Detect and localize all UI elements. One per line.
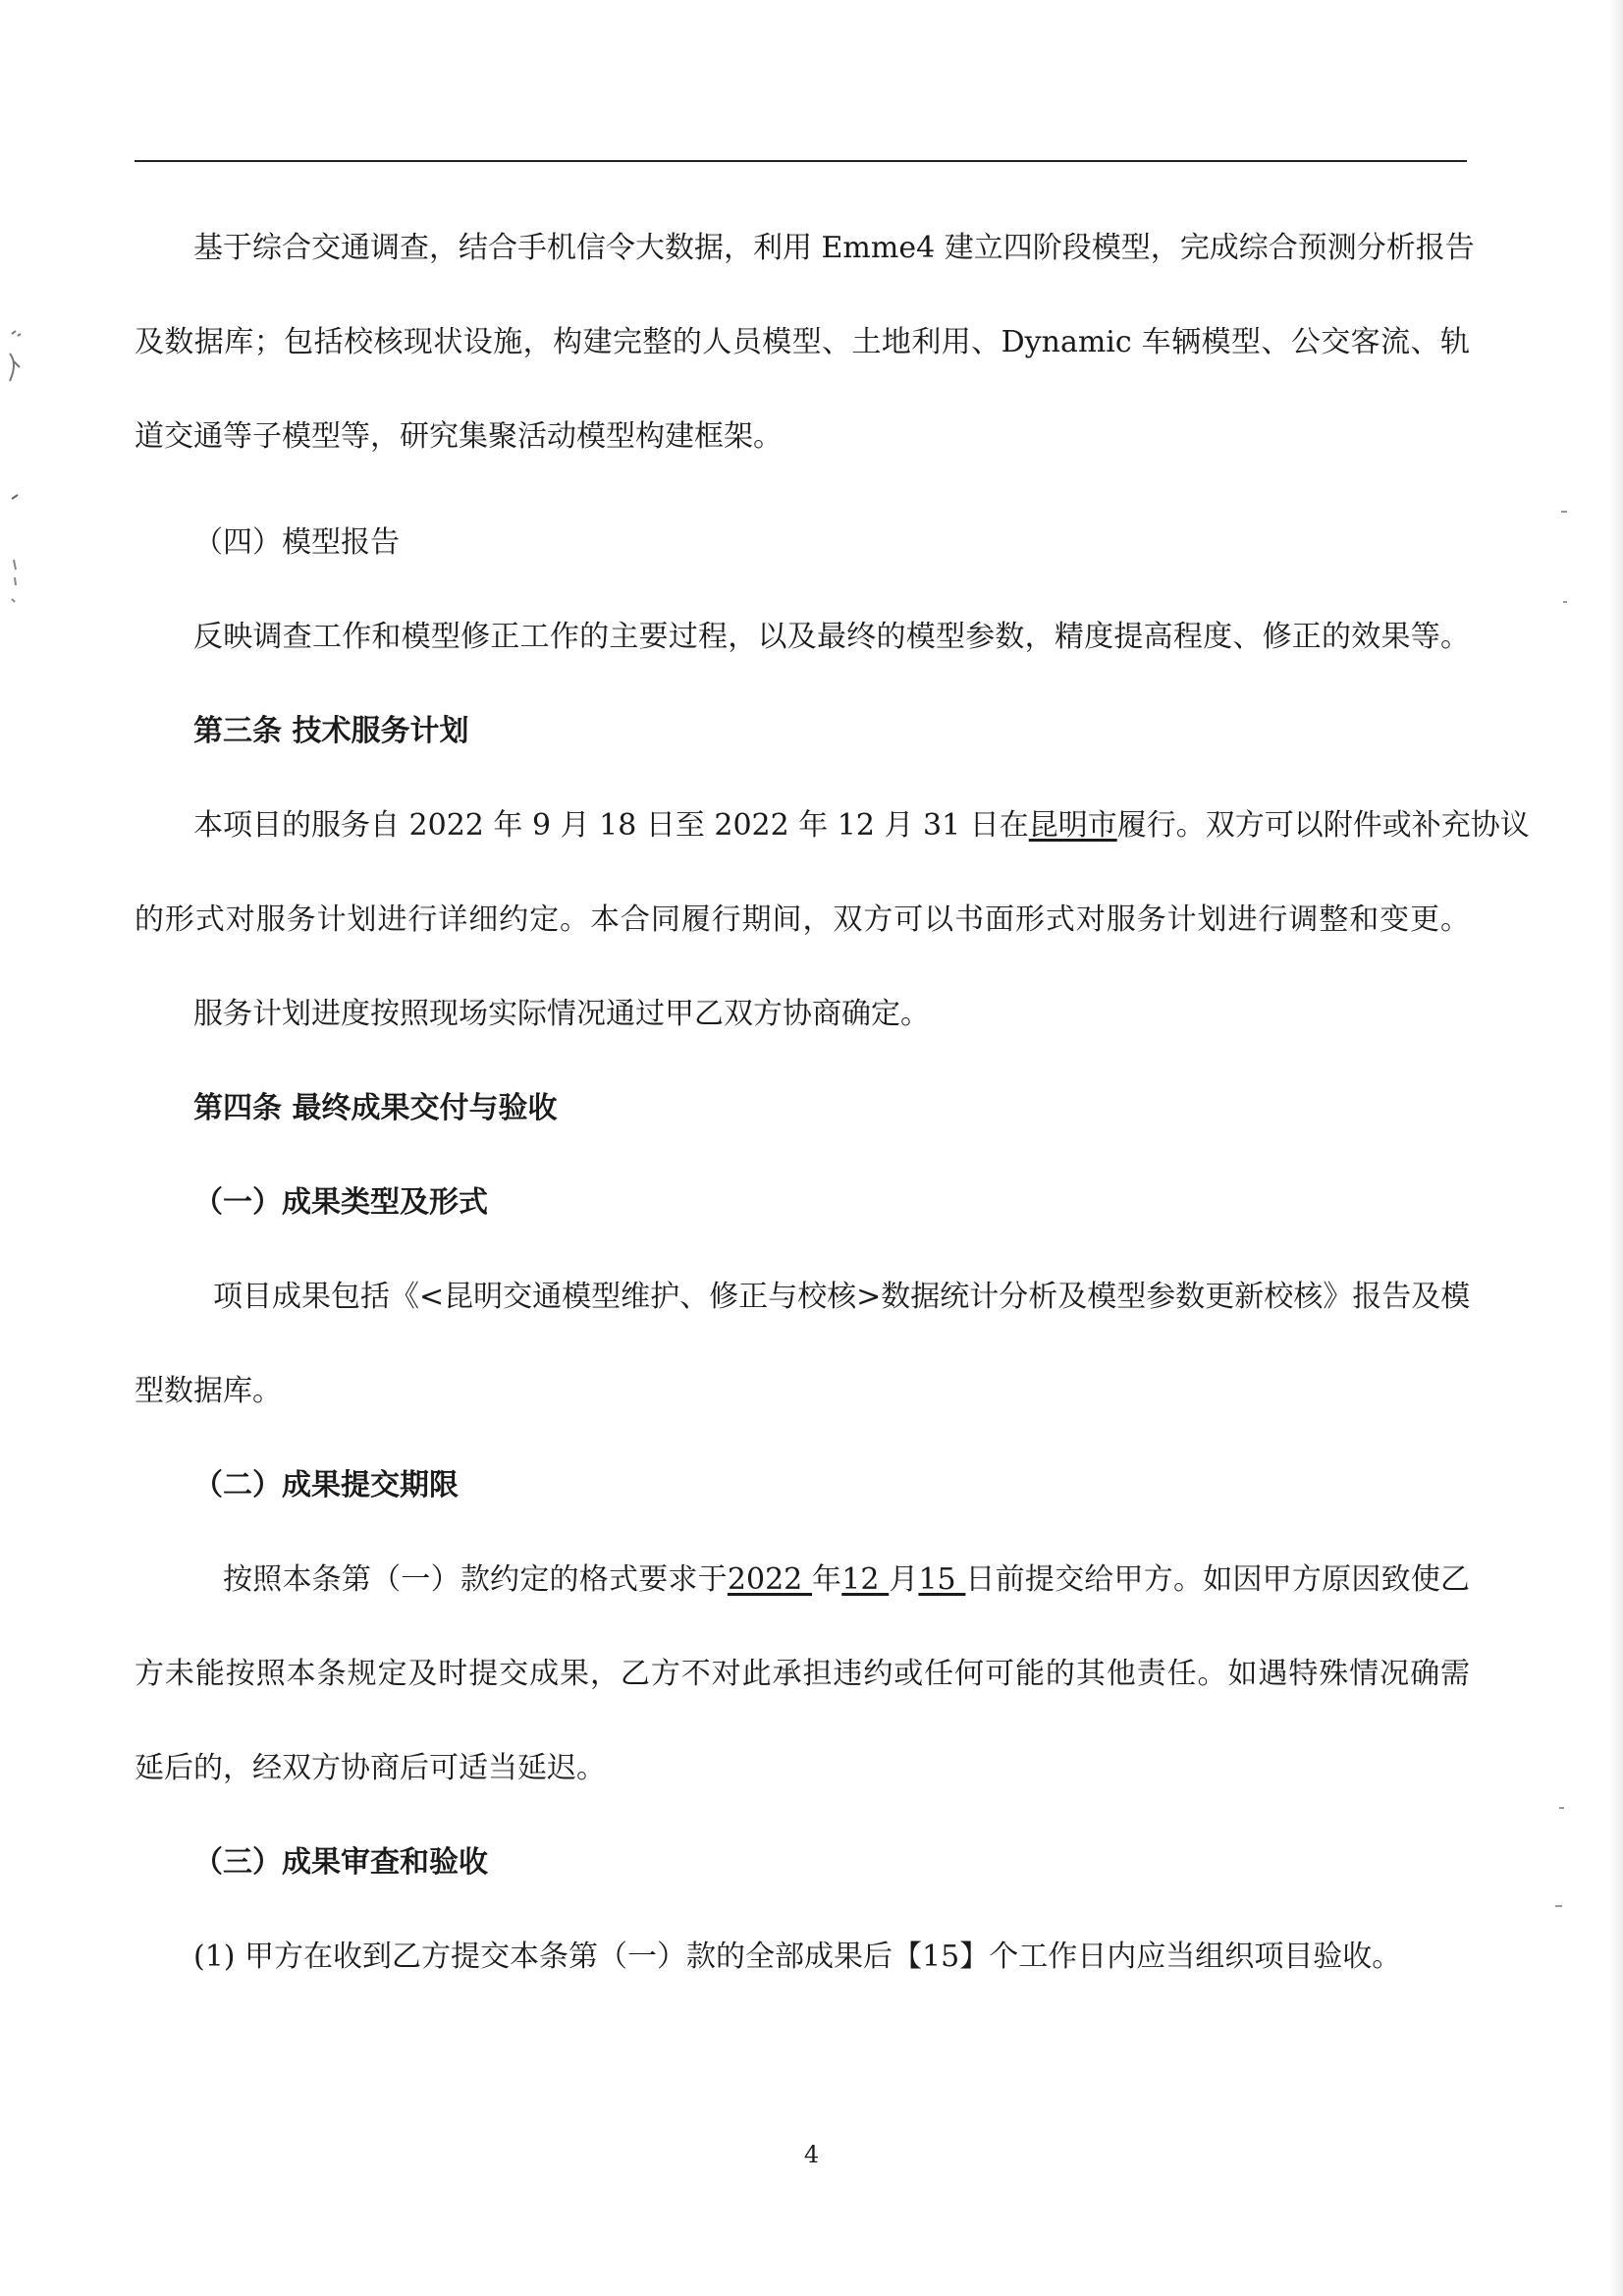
paragraph-line: 延后的，经双方协商后可适当延迟。	[135, 1751, 606, 1785]
scan-speck	[1561, 511, 1567, 513]
text-span: 按照本条第（一）款约定的格式要求于	[223, 1562, 728, 1597]
month-underlined: 12	[841, 1562, 890, 1597]
paragraph-line: 反映调查工作和模型修正工作的主要过程，以及最终的模型参数，精度提高程度、修正的效果等。	[193, 620, 1470, 654]
paragraph-line: 方未能按照本条规定及时提交成果，乙方不对此承担违约或任何可能的其他责任。如遇特殊情况确需	[135, 1657, 1470, 1691]
subsection-heading: （一）成果类型及形式	[193, 1185, 488, 1220]
list-item: (1) 甲方在收到乙方提交本条第（一）款的全部成果后【15】个工作日内应当组织项目验收。	[193, 1940, 1402, 1974]
article-heading: 第三条 技术服务计划	[193, 714, 469, 748]
page-number: 4	[803, 2141, 820, 2168]
subsection-heading: （四）模型报告	[193, 525, 400, 560]
paragraph-line: 型数据库。	[135, 1374, 282, 1408]
text-span: 履行。双方可以附件或补充协议	[1116, 808, 1530, 843]
subsection-heading: （三）成果审查和验收	[193, 1845, 488, 1880]
scan-page-edge	[1609, 0, 1623, 2296]
paragraph-line	[135, 779, 1530, 873]
paragraph-line: 道交通等子模型等，研究集聚活动模型构建框架。	[135, 419, 783, 454]
paragraph-line: 基于综合交通调查，结合手机信令大数据，利用 Emme4 建立四阶段模型，完成综合预测分析报告	[193, 231, 1475, 265]
scan-speck	[1555, 1905, 1562, 1907]
city-underlined: 昆明市	[1028, 808, 1117, 843]
subsection-heading: （二）成果提交期限	[193, 1468, 459, 1503]
scan-speck	[1559, 1807, 1564, 1809]
paragraph-line: 及数据库；包括校核现状设施，构建完整的人员模型、土地利用、Dynamic 车辆模型、公交客流、轨	[135, 325, 1470, 359]
scan-speck	[1563, 601, 1567, 603]
text-span: 年	[812, 1562, 842, 1597]
year-underlined: 2022	[727, 1562, 813, 1597]
header-rule	[135, 160, 1467, 162]
paragraph-line: 的形式对服务计划进行详细约定。本合同履行期间，双方可以书面形式对服务计划进行调整和变更。	[135, 902, 1470, 937]
text-span: 月	[889, 1562, 919, 1597]
paragraph-line	[135, 1533, 1470, 1627]
margin-scribble-marks	[2, 314, 31, 648]
paragraph-line: 项目成果包括《<昆明交通模型维护、修正与校核>数据统计分析及模型参数更新校核》报告及模	[213, 1280, 1471, 1314]
day-underlined: 15	[918, 1562, 966, 1597]
article-heading: 第四条 最终成果交付与验收	[193, 1091, 558, 1125]
text-span: 本项目的服务自 2022 年 9 月 18 日至 2022 年 12 月 31 日在	[193, 808, 1029, 843]
paragraph-line: 服务计划进度按照现场实际情况通过甲乙双方协商确定。	[193, 997, 930, 1031]
text-span: 日前提交给甲方。如因甲方原因致使乙	[965, 1562, 1471, 1597]
document-body	[135, 201, 1530, 2004]
